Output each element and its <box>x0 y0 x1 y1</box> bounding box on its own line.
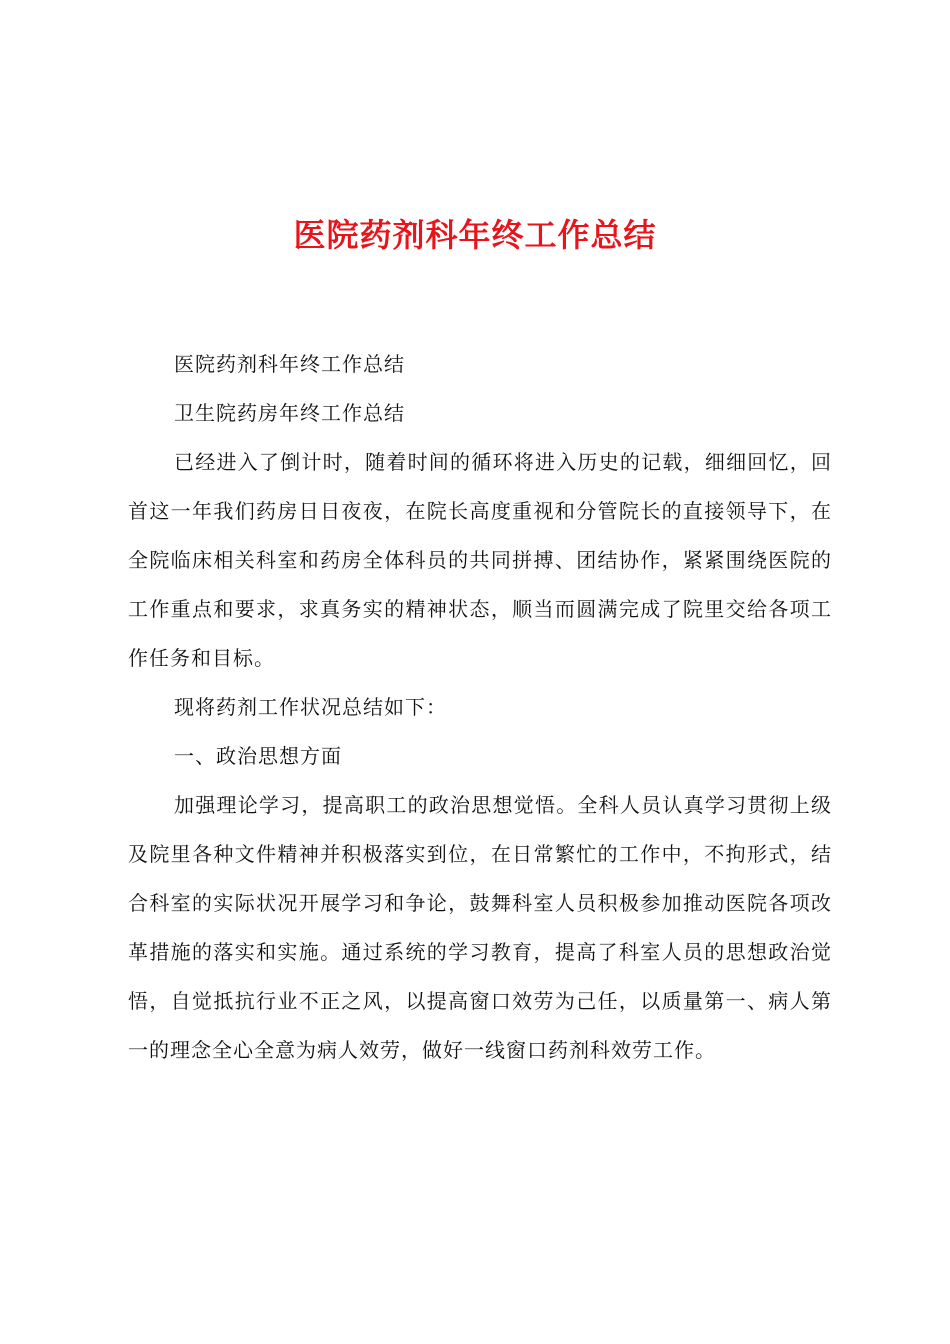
paragraph-political-study: 加强理论学习，提高职工的政治思想觉悟。全科人员认真学习贯彻上级及院里各种文件精神并积极落实到位，在日常繁忙的工作中，不拘形式，结合科室的实际状况开展学习和争论，鼓舞科室人员积极参加推动医院各项改革措施的落实和实施。通过系统的学习教育，提高了科室人员的思想政治觉悟，自觉抵抗行业不正之风，以提高窗口效劳为己任，以质量第一、病人第一的理念全心全意为病人效劳，做好一线窗口药剂科效劳工作。 <box>128 793 832 1062</box>
document-title: 医院药剂科年终工作总结 <box>293 216 657 254</box>
paragraph-subtitle-1: 医院药剂科年终工作总结 <box>174 352 405 376</box>
section-heading-political: 一、政治思想方面 <box>174 744 342 768</box>
paragraph-subtitle-2: 卫生院药房年终工作总结 <box>174 401 405 425</box>
paragraph-intro: 已经进入了倒计时，随着时间的循环将进入历史的记载，细细回忆，回首这一年我们药房日日夜夜，在院长高度重视和分管院长的直接领导下，在全院临床相关科室和药房全体科员的共同拼搏、团结协作，紧紧围绕医院的工作重点和要求，求真务实的精神状态，顺当而圆满完成了院里交给各项工作任务和目标。 <box>128 450 832 670</box>
paragraph-summary-lead: 现将药剂工作状况总结如下： <box>174 695 447 719</box>
document-body <box>128 340 832 1075</box>
